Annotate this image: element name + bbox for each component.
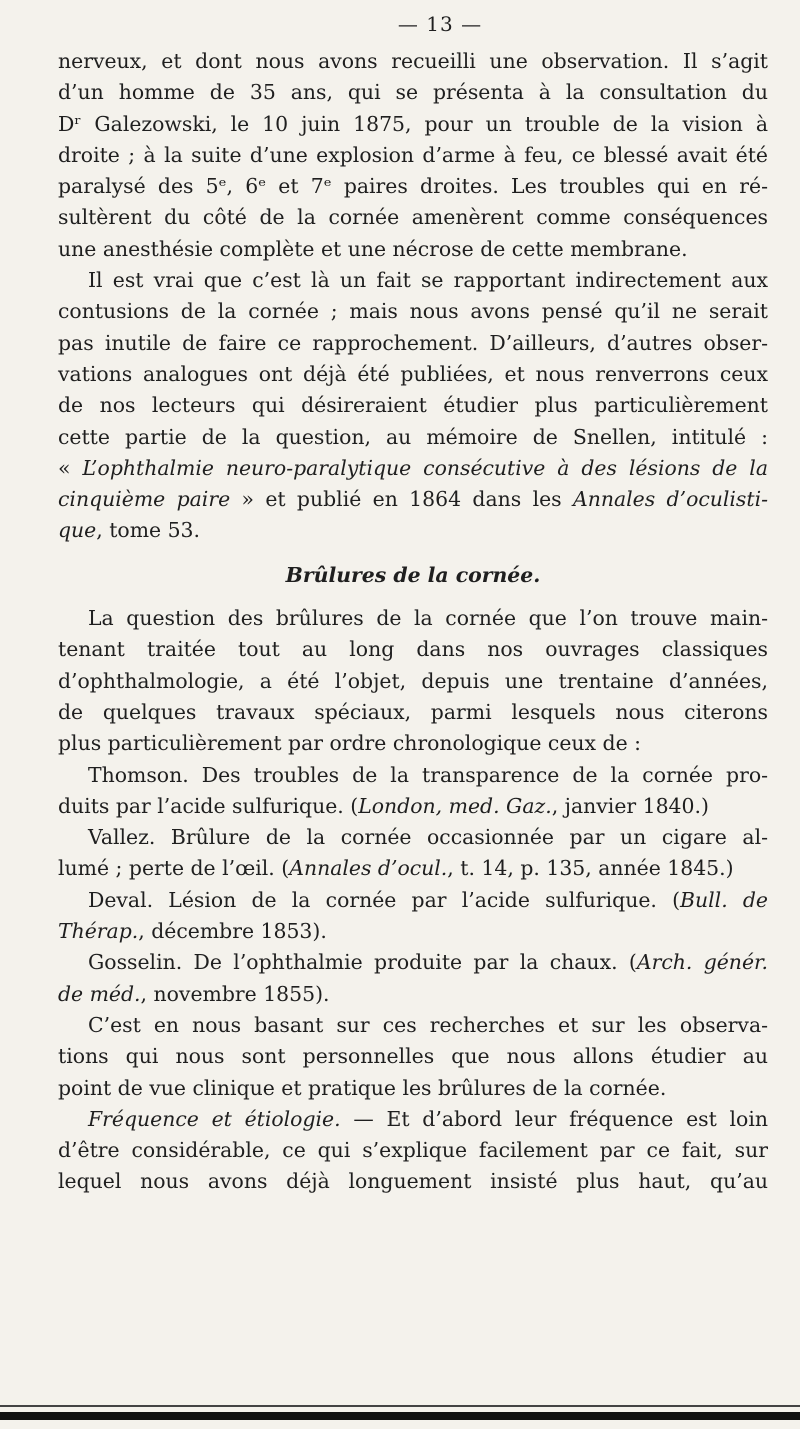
text-line: vations analogues ont déjà été publiées, et nous renverrons ceux [58,361,768,386]
text-line: une anesthésie complète et une nécrose de cette membrane. [58,236,688,261]
tome: , tome 53. [96,518,201,543]
text-line: cette partie de la question, au mémoire de Snellen, intitulé : [58,424,768,449]
paragraph-frequence [58,1104,768,1198]
ref-text: Gosselin. De l’ophthalmie produite par la chaux. ( [88,950,637,975]
text-line: pas inutile de faire ce rapprochement. D’ailleurs, d’autres obser- [58,330,768,355]
text-line: droite ; à la suite d’une explosion d’arme à feu, ce blessé avait été [58,142,768,167]
snellen-title: L’ophthalmie neuro-paralytique consécutive à des lésions de la [82,455,768,480]
text-line: sultèrent du côté de la cornée amenèrent comme conséquences [58,205,768,230]
snellen-title-end: cinquième paire [58,487,231,512]
text-line [58,853,768,884]
text-line: de quelques travaux spéciaux, parmi lesquels nous citerons [58,699,768,724]
journal-title: Annales d’oculisti- [572,487,769,512]
text-line: contusions de la cornée ; mais nous avons pensé qu’il ne serait [58,299,768,324]
reference-vallez: Vallez. Brûlure de la cornée occasionnée par un cigare al- [88,825,768,850]
text-line: de nos lecteurs qui désireraient étudier plus particulièrement [58,393,768,418]
reference-gosselin [58,947,768,978]
reference-thomson: Thomson. Des troubles de la transparence de la cornée pro- [88,762,768,787]
text-line: d’ophthalmologie, a été l’objet, depuis une trentaine d’années, [58,668,768,693]
ref-text: , janvier 1840.) [551,793,709,818]
text-line [58,1104,768,1135]
paragraph-recherches [58,1010,768,1104]
scan-edge-line [0,1405,800,1407]
subsection-lead: Fréquence et étiologie. [88,1106,341,1131]
ref-text: , t. 14, p. 135, année 1845.) [447,856,734,881]
text-line [58,484,768,515]
ref-text: , novembre 1855). [140,981,330,1006]
ref-source: de méd. [58,981,141,1006]
text-line: La question des brûlures de la cornée que l’on trouve main- [88,606,768,631]
ref-source: Bull. de [680,887,768,912]
text-line: plus particulièrement par ordre chronologique ceux de : [58,731,641,756]
text-line [58,979,768,1010]
scan-bottom-border [0,1412,800,1420]
text-line: d’un homme de 35 ans, qui se présenta à la consultation du [58,80,768,105]
text-line: Dʳ Galezowski, le 10 juin 1875, pour un trouble de la vision à [58,111,768,136]
text-line [58,791,768,822]
ref-text: duits par l’acide sulfurique. ( [58,793,359,818]
ref-source: Thérap. [58,919,139,944]
book-page [58,12,768,1198]
text-line [58,453,768,484]
journal-title-end: que [58,518,97,543]
text-line: paralysé des 5ᵉ, 6ᵉ et 7ᵉ paires droites. Les troubles qui en ré- [58,174,768,199]
references-list [58,760,768,1010]
text-line: C’est en nous basant sur ces recherches et sur les observa- [88,1012,768,1037]
page-number: — 13 — [397,12,483,36]
text-line [58,916,768,947]
ref-source: Arch. génér. [636,950,768,975]
text-line: tenant traitée tout au long dans nos ouvrages classiques [58,637,768,662]
text-line: Il est vrai que c’est là un fait se rapportant indirectement aux [88,268,768,293]
ref-source: Annales d’ocul. [289,856,448,881]
ref-text: , décembre 1853). [138,919,327,944]
text-line: tions qui nous sont personnelles que nous allons étudier au [58,1044,768,1069]
text-line: d’être considérable, ce qui s’explique facilement par ce fait, sur [58,1138,768,1163]
text-line [58,515,768,546]
text-line: point de vue clinique et pratique les brûlures de la cornée. [58,1075,667,1100]
paragraph-snellen [58,265,768,547]
ref-text: Deval. Lésion de la cornée par l’acide sulfurique. ( [88,887,681,912]
reference-deval [58,885,768,916]
section-heading: Brûlures de la cornée. [285,562,541,587]
ref-source: London, med. Gaz. [358,793,552,818]
paragraph-brulures [58,603,768,759]
publication-note: » et publié en 1864 dans les [230,487,573,512]
text-line: lequel nous avons déjà longuement insisté plus haut, qu’au [58,1169,768,1194]
paragraph-nerveux [58,46,768,265]
text-run: — Et d’abord leur fréquence est loin [340,1106,768,1131]
quote-open: « [58,455,83,480]
ref-text: lumé ; perte de l’œil. ( [58,856,290,881]
text-line: nerveux, et dont nous avons recueilli une observation. Il s’agit [58,49,768,73]
